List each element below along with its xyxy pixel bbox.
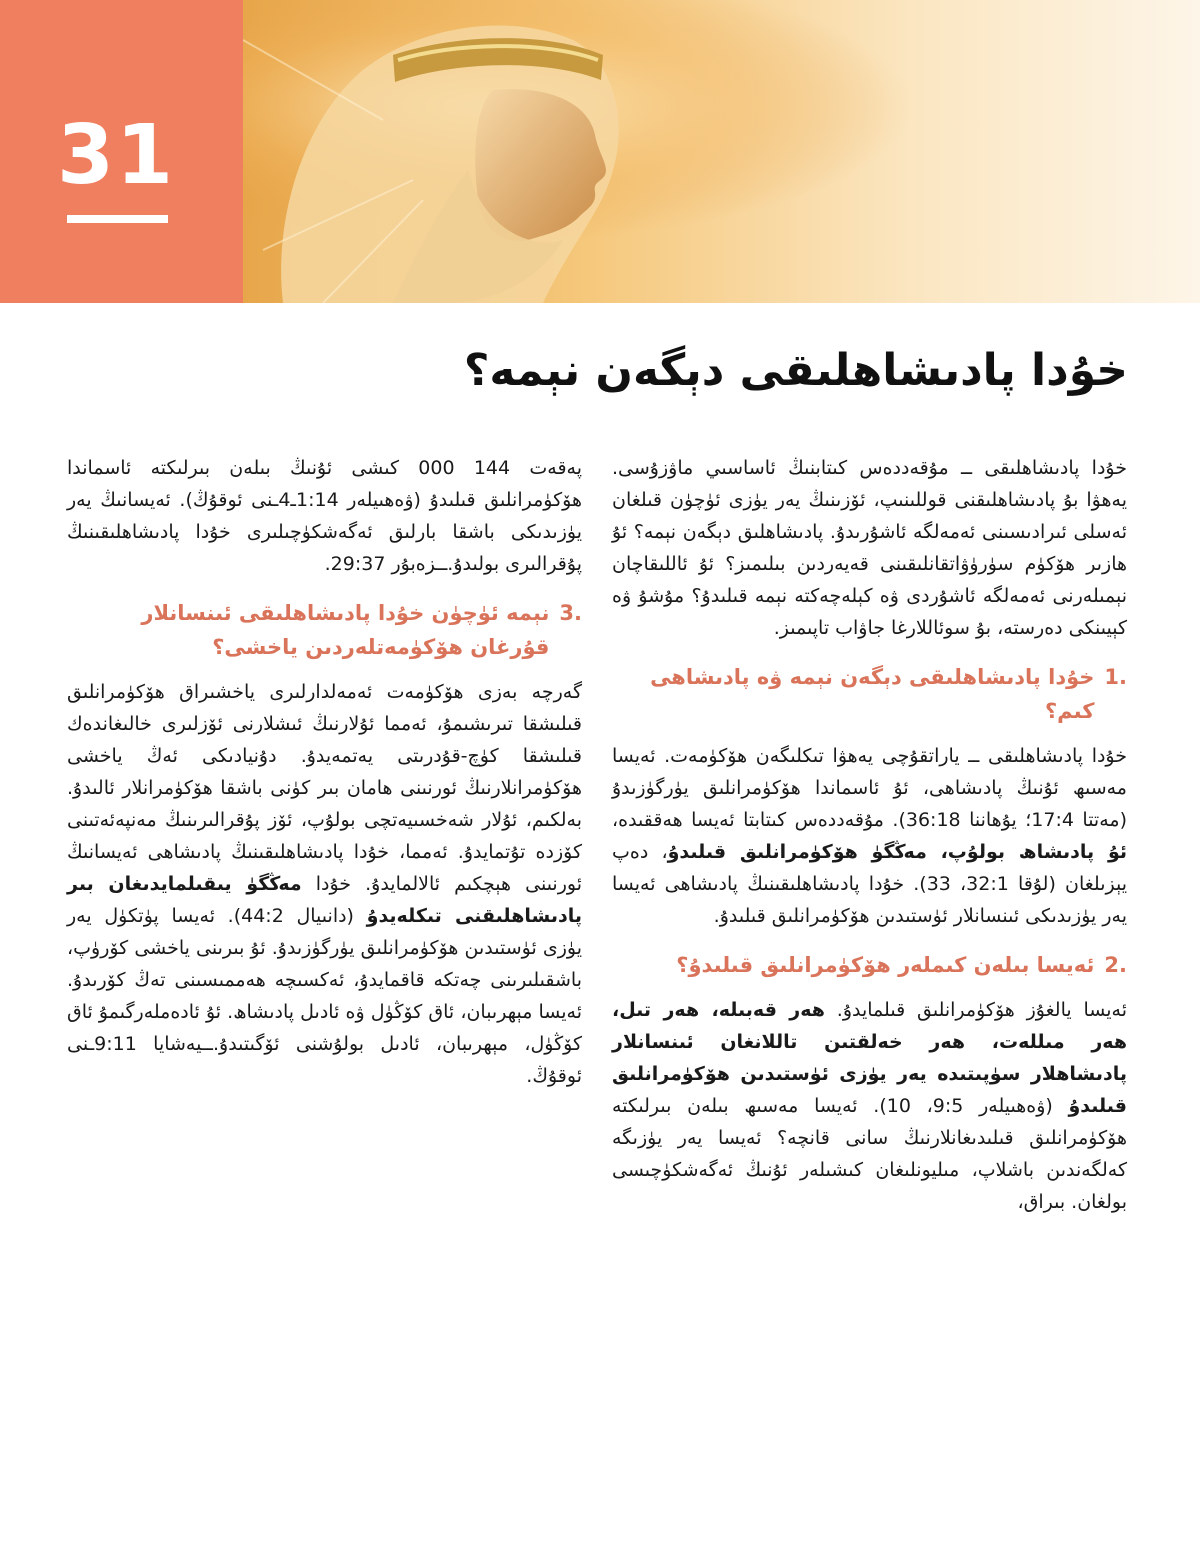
answer-3-bold: مەڭگۈ يىقىلمايدىغان بىر پادىشاھلىقنى تىكلەيدۇ xyxy=(67,873,582,927)
answer-2-bold: ھەر قەبىلە، ھەر تىل، ھەر مىللەت، ھەر خەلقتىن تاللانغان ئىنسانلار پادىشاھلار سۈپىتىدە يەر يۈزى ئۈستىدىن ھۆكۈمرانلىق قىلىدۇ xyxy=(612,999,1127,1117)
lesson-number-box xyxy=(0,0,243,303)
answer-1-bold: ئۇ پادىشاھ بولۇپ، مەڭگۈ ھۆكۈمرانلىق قىلىدۇ xyxy=(667,841,1127,863)
right-column xyxy=(612,452,1127,1228)
question-2-number: 2. xyxy=(1104,953,1127,977)
intro-paragraph: خۇدا پادىشاھلىقى ــ مۇقەددەس كىتابنىڭ ئاساسىي ماۋزۇسى. يەھۋا بۇ پادىشاھلىقنى قوللىنىپ، ئۆزىنىڭ يەر يۈزى ئۈچۈن قىلغان ئەسلى ئىرادىسىنى ئەمەلگە ئاشۇرىدۇ. پادىشاھلىق دېگەن نېمە؟ ئۇ ھازىر ھۆكۈم سۈرۈۋاتقانلىقىنى قەيەردىن بىلىمىز؟ ئۇ ئاللىقاچان نېمىلەرنى ئەمەلگە ئاشۇردى ۋە كېلەچەكتە نېمە قىلىدۇ؟ مۇشۇ ۋە كېيىنكى دەرستە، بۇ سوئاللارغا جاۋاب تاپىمىز. xyxy=(612,457,1127,639)
lesson-number: 31 xyxy=(56,108,176,203)
hero-banner xyxy=(0,0,1200,303)
answer-1-paragraph xyxy=(612,740,1127,932)
question-3-text: نېمە ئۈچۈن خۇدا پادىشاھلىقى ئىنسانلار قۇرغان ھۆكۈمەتلەردىن ياخشى؟ xyxy=(141,601,550,659)
answer-2-paragraph xyxy=(612,994,1127,1218)
left-column xyxy=(67,452,582,1102)
crowned-king-illustration-icon xyxy=(243,0,1200,303)
answer-3-text-a: گەرچە بەزى ھۆكۈمەت ئەمەلدارلىرى ياخشىراق ھۆكۈمرانلىق قىلىشقا تىرىشىمۇ، ئەمما ئۇلارنىڭ ئىشلارنى ئۆزلىرى خالىغاندەك قىلىشقا كۈچ-قۇدرىتى يەتمەيدۇ. دۇنيادىكى ئەڭ ياخشى ھۆكۈمرانلارنىڭ ئورنىنى ھامان بىر كۈنى باشقا ھۆكۈمرانلار ئالىدۇ. بەلكىم، ئۇلار شەخسىيەتچى بولۇپ، ئۆز پۇقرالىرىنىڭ مەنپەئەتىنى كۆزدە تۇتمايدۇ. ئەمما، خۇدا پادىشاھلىقىنىڭ پادىشاھى ئەيسانىڭ ئورنىنى ھېچكىم ئالالمايدۇ. خۇدا xyxy=(67,681,582,895)
answer-2-text-a: ئەيسا يالغۇز ھۆكۈمرانلىق قىلمايدۇ. xyxy=(824,999,1127,1021)
question-1-number: 1. xyxy=(1104,665,1127,689)
answer-3-paragraph xyxy=(67,676,582,1092)
answer-1-text-a: خۇدا پادىشاھلىقى ــ ياراتقۇچى يەھۋا تىكلىگەن ھۆكۈمەت. ئەيسا مەسىھ ئۇنىڭ پادىشاھى، ئۇ ئاسماندا ھۆكۈمرانلىق يۈرگۈزىدۇ (مەتتا 17:4؛ يۇھاننا 36:18). مۇقەددەس كىتابتا ئەيسا ھەققىدە، xyxy=(612,745,1127,831)
answer-1-text-c: ، دەپ يېزىلغان (لۇقا 32:1، 33). خۇدا پادىشاھلىقىنىڭ پادىشاھى ئەيسا يەر يۈزىدىكى ئىنسانلار ئۈستىدىن ھۆكۈمرانلىق قىلىدۇ. xyxy=(612,841,1127,927)
continuation-paragraph: پەقەت 144 000 كىشى ئۇنىڭ بىلەن بىرلىكتە ئاسماندا ھۆكۈمرانلىق قىلىدۇ (ۋەھىيلەر 1:14ـ4ـنى ئوقۇڭ). ئەيسانىڭ يەر يۈزىدىكى باشقا بارلىق ئەگەشكۈچىلىرى خۇدا پادىشاھلىقىنىڭ پۇقرالىرى بولىدۇ.ــزەبۇر 29:37. xyxy=(67,457,582,575)
question-2-text: ئەيسا بىلەن كىملەر ھۆكۈمرانلىق قىلىدۇ؟ xyxy=(676,953,1095,977)
question-2 xyxy=(612,948,1127,982)
answer-2-text-c: (ۋەھىيلەر 9:5، 10). ئەيسا مەسىھ بىلەن بىرلىكتە ھۆكۈمرانلىق قىلىدىغانلارنىڭ سانى قانچە؟ ئەيسا يەر يۈزىگە كەلگەندىن باشلاپ، مىليونلىغان كىشىلەر ئۇنىڭ ئەگەشكۈچىسى بولغان. بىراق، xyxy=(612,1095,1127,1213)
answer-3-text-c: (دانىيال 44:2). ئەيسا پۈتكۈل يەر يۈزى ئۈستىدىن ھۆكۈمرانلىق يۈرگۈزىدۇ. ئۇ بىرىنى ياخشى كۆرۈپ، باشقىلىرىنى چەتكە قاقمايدۇ، ئەكسىچە ھەممىسىنى تەڭ كۆرىدۇ. ئەيسا مېھرىبان، ئاق كۆڭۈل ۋە ئادىل پادىشاھ. ئۇ ئادەملەرگىمۇ ئاق كۆڭۈل، مېھرىبان، ئادىل بولۇشنى ئۆگىتىدۇ.ــيەشايا 9:11ـنى ئوقۇڭ. xyxy=(67,905,582,1087)
question-3-number: 3. xyxy=(559,601,582,625)
question-1-text: خۇدا پادىشاھلىقى دېگەن نېمە ۋە پادىشاھى كىم؟ xyxy=(650,665,1095,723)
question-1 xyxy=(612,660,1127,728)
question-3 xyxy=(67,596,582,664)
page-title: خۇدا پادىشاھلىقى دېگەن نېمە؟ xyxy=(463,345,1128,396)
lesson-divider xyxy=(67,215,168,223)
